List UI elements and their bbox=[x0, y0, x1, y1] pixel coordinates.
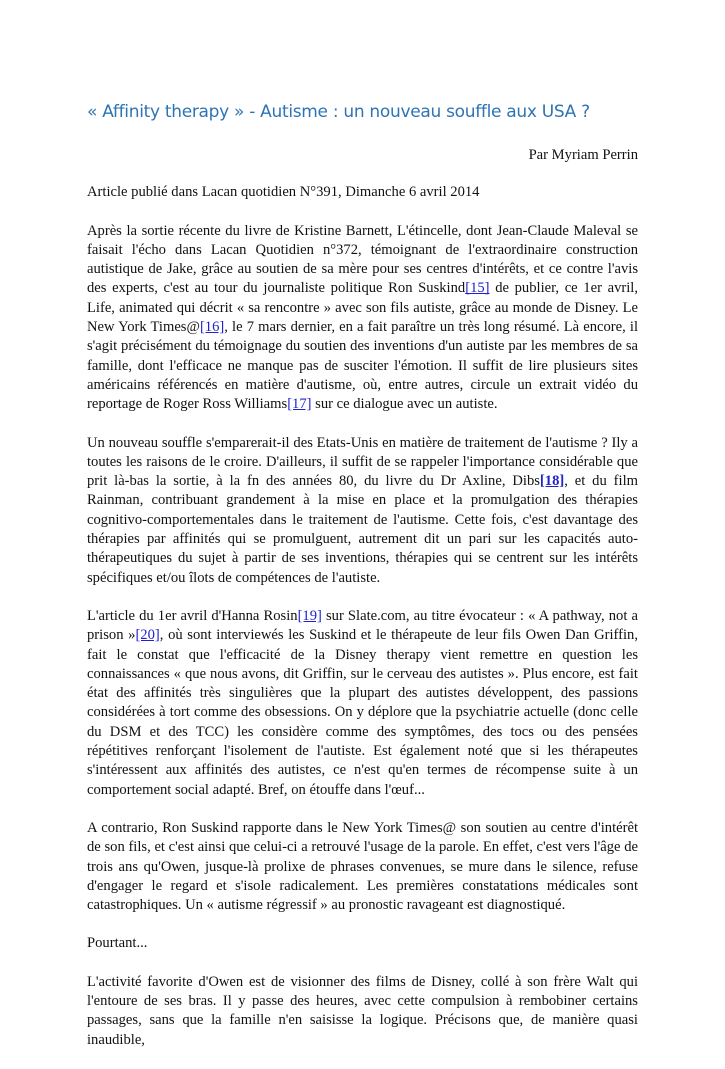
paragraph-5 bbox=[87, 934, 638, 953]
paragraph-text: de publier, ce 1er avril, Life, animated qui décrit « sa rencontre » avec son fils autiste, grâce au monde de Disney. Le New York Times@ bbox=[87, 280, 638, 336]
document-page bbox=[87, 100, 638, 1069]
paragraph-text: sur ce dialogue avec un autiste. bbox=[311, 396, 498, 413]
footnote-link-20[interactable]: [20] bbox=[135, 627, 160, 644]
paragraph-text: , le 7 mars dernier, en a fait paraître un très long résumé. Là encore, il s'agit précisément du témoignage du soutien des inventions d'un autiste par les membres de sa famille, dont l'efficace ne manque pas de susciter l'émotion. Il suffit de lire plusieurs sites américains référencés en matière d'autisme, où, entre autres, circule un extrait vidéo du reportage de Roger Ross Williams bbox=[87, 319, 639, 413]
paragraph-text: , où sont interviewés les Suskind et le thérapeute de leur fils Owen Dan Griffin, fait le constat que l'efficacité de la Disney therapy vient remettre en question les connaissances « que nous avons, dit Griffin, sur le cerveau des autistes ». Plus encore, est fait état des affinités très singulières que la plupart des autistes développent, des passions considérées à tort comme des obsessions. On y déplore que la psychiatrie actuelle (donc celle du DSM et des TCC) les considère comme des symptômes, des tocs ou des pensées répétitives renforçant l'isolement de l'autiste. Est également noté que si les thérapeutes s'intéressent aux affinités des autistes, ce n'est qu'en termes de récompense suite à un comportement social adapté. Bref, on étouffe dans l'œuf... bbox=[87, 627, 638, 798]
paragraph-text: L'article du 1er avril d'Hanna Rosin bbox=[87, 607, 298, 624]
author-byline: Par Myriam Perrin bbox=[528, 147, 638, 163]
article-title: « Affinity therapy » - Autisme : un nouveau souffle aux USA ? bbox=[87, 102, 590, 122]
footnote-link-15[interactable]: [15] bbox=[465, 280, 490, 297]
paragraph-text: sur Slate.com, au titre évocateur : « A pathway, not a prison » bbox=[87, 607, 638, 644]
paragraph-text: L'activité favorite d'Owen est de visionner des films de Disney, collé à son frère Walt qui l'entoure de ses bras. Il y passe des heures, avec cette compulsion à rembobiner certains passages, sans que la famille n'en saisisse la logique. Précisons que, de manière quasi inaudible, bbox=[87, 973, 638, 1048]
paragraph-6 bbox=[87, 973, 638, 1050]
paragraph-4 bbox=[87, 819, 638, 915]
paragraph-3 bbox=[87, 607, 638, 800]
footnote-link-16[interactable]: [16] bbox=[199, 319, 225, 336]
footnote-link-17[interactable]: [17] bbox=[287, 396, 312, 413]
paragraph-text: Pourtant... bbox=[87, 935, 148, 952]
footnote-link-19[interactable]: [19] bbox=[297, 607, 322, 624]
paragraph-text: A contrario, Ron Suskind rapporte dans le New York Times@ son soutien au centre d'intérêt de son fils, et c'est ainsi que celui-ci a retrouvé l'usage de la parole. En effet, c'est vers l'âge de trois ans qu'Owen, jusque-là prolixe de phrases convenues, se mure dans le silence, refuse d'engager le regard et s'isole radicalement. Les premières constatations médicales sont catastrophiques. Un « autisme régressif » au pronostic ravageant est diagnostiqué. bbox=[87, 819, 638, 914]
publication-info: Article publié dans Lacan quotidien N°391, Dimanche 6 avril 2014 bbox=[87, 184, 480, 201]
paragraph-1 bbox=[87, 222, 638, 415]
paragraph-text: , et du film Rainman, contribuant grandement à la mise en place et la promulgation des thérapies cognitivo-comportementales dans le traitement de l'autisme. Cette fois, c'est davantage des thérapies par affinités qui se promulguent, autrement dit un pari sur les capacités auto-thérapeutiques du sujet à partir de ses inventions, thérapies qui se centrent sur les intérêts spécifiques et/ou îlots de compétences de l'autiste. bbox=[87, 473, 638, 586]
paragraph-text: Un nouveau souffle s'emparerait-il des Etats-Unis en matière de traitement de l'autisme ? Ily a toutes les raisons de le croire. D'ailleurs, il suffit de se rappeler l'importance considérable que prit là-bas la sortie, à la fn des années 80, du livre du Dr Axline, Dibs bbox=[87, 434, 638, 490]
footnote-link-18[interactable]: [18] bbox=[539, 473, 565, 490]
paragraph-text: Après la sortie récente du livre de Kristine Barnett, L'étincelle, dont Jean-Claude Maleval se faisait l'écho dans Lacan Quotidien n°372, témoignant de l'extraordinaire construction autistique de Jake, grâce au soutien de sa mère pour ses centres d'intérêts, et ce contre l'avis des experts, c'est au tour du journaliste politique Ron Suskind bbox=[87, 222, 638, 297]
paragraph-2 bbox=[87, 434, 638, 588]
